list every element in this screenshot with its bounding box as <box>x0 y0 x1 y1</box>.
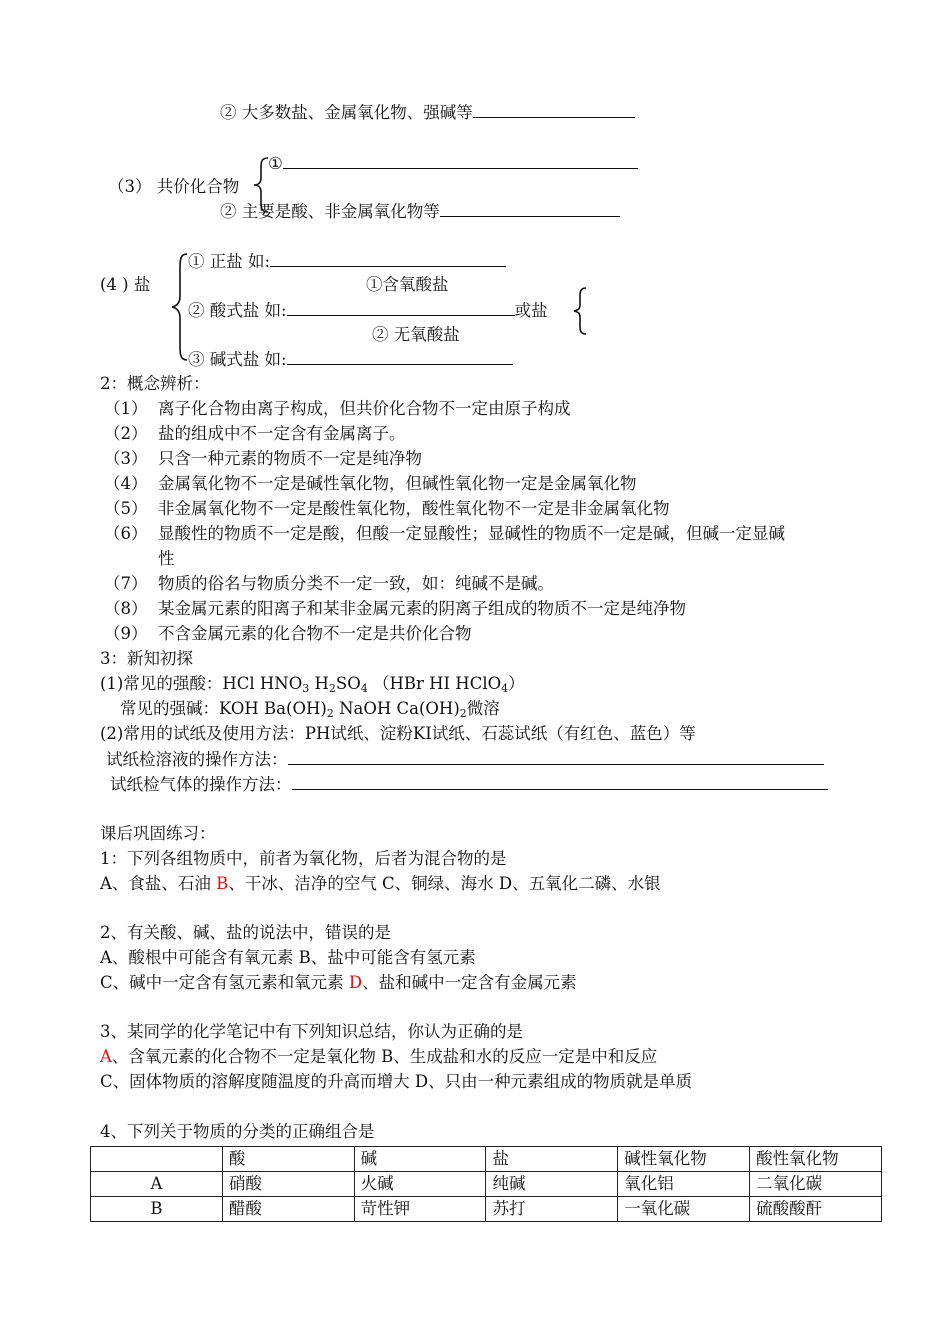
table-cell: 二氧化碳 <box>750 1172 882 1197</box>
answer-blank[interactable] <box>287 299 515 316</box>
list-item: （7） <box>104 574 148 593</box>
q3-options-1: A、含氧元素的化合物不一定是氧化物 B、生成盐和水的反应一定是中和反应 <box>100 1047 658 1066</box>
table-cell: 醋酸 <box>222 1197 354 1222</box>
table-row <box>91 1172 882 1197</box>
list-item-text: 显酸性的物质不一定是酸，但酸一定显酸性；显碱性的物质不一定是碱，但碱一定显碱 <box>158 524 785 543</box>
left-brace-icon <box>572 286 588 336</box>
answer-mark: A <box>100 1047 112 1066</box>
exercises-title: 课后巩固练习： <box>100 824 216 843</box>
q3-options-2: C、固体物质的溶解度随温度的升高而增大 D、只由一种元素组成的物质就是单质 <box>100 1072 693 1091</box>
list-item: （2） <box>104 424 148 443</box>
concept-title: 2：概念辨析： <box>100 374 210 393</box>
covalent-item-1: ① <box>268 152 638 175</box>
solution-method: 试纸检溶液的操作方法： <box>106 748 824 771</box>
covalent-item-2: ② 主要是酸、非金属氧化物等 <box>220 200 620 223</box>
table-row <box>91 1197 882 1222</box>
answer-blank[interactable] <box>292 773 828 790</box>
table-header: 盐 <box>486 1147 618 1172</box>
test-paper-line: (2)常用的试纸及使用方法：PH试纸、淀粉KI试纸、石蕊试纸（有红色、蓝色）等 <box>100 724 696 743</box>
table-cell: 硝酸 <box>222 1172 354 1197</box>
salt-item-2: ② 酸式盐 如: 或盐 <box>188 301 548 320</box>
table-cell: 氧化铝 <box>618 1172 750 1197</box>
answer-blank[interactable] <box>440 200 620 217</box>
q2-options-1: A、酸根中可能含有氧元素 B、盐中可能含有氢元素 <box>100 948 476 967</box>
list-item: （5） <box>104 499 148 518</box>
classification-table <box>90 1146 882 1222</box>
answer-blank[interactable] <box>288 748 824 765</box>
list-item: （6） <box>104 524 148 543</box>
salt-item-1: ① 正盐 如: <box>188 250 506 273</box>
table-cell: A <box>91 1172 223 1197</box>
table-cell: 苏打 <box>486 1197 618 1222</box>
table-cell: 纯碱 <box>486 1172 618 1197</box>
table-header: 碱 <box>354 1147 486 1172</box>
answer-blank[interactable] <box>287 348 513 365</box>
q1-stem: 1：下列各组物质中，前者为氧化物，后者为混合物的是 <box>100 849 507 868</box>
q2-options-2: C、碱中一定含有氢元素和氧元素 D、盐和碱中一定含有金属元素 <box>100 973 577 992</box>
new-knowledge-title: 3：新知初探 <box>100 649 193 668</box>
answer-blank[interactable] <box>270 250 506 267</box>
answer-mark: D <box>348 973 363 992</box>
table-header: 酸性氧化物 <box>750 1147 882 1172</box>
answer-blank[interactable] <box>283 152 638 169</box>
table-cell: 苛性钾 <box>354 1197 486 1222</box>
salt-sub-1: ①含氧酸盐 <box>366 275 449 294</box>
table-cell: 火碱 <box>354 1172 486 1197</box>
list-item-text: 盐的组成中不一定含有金属离子。 <box>158 424 406 443</box>
table-header <box>91 1147 223 1172</box>
table-header: 碱性氧化物 <box>618 1147 750 1172</box>
q1-options: A、食盐、石油 B、干冰、洁净的空气 C、铜绿、海水 D、五氧化二磷、水银 <box>100 874 661 893</box>
list-item-text: 不含金属元素的化合物不一定是共价化合物 <box>158 624 472 643</box>
list-item: （1） <box>104 399 148 418</box>
list-item-text: 物质的俗名与物质分类不一定一致，如：纯碱不是碱。 <box>158 574 554 593</box>
list-item-text: 只含一种元素的物质不一定是纯净物 <box>158 449 422 468</box>
left-brace-icon <box>170 252 190 362</box>
salt-label: (4 ) 盐 <box>100 275 151 294</box>
q4-stem: 4、下列关于物质的分类的正确组合是 <box>100 1122 375 1141</box>
list-item: （4） <box>104 474 148 493</box>
table-cell: 一氧化碳 <box>618 1197 750 1222</box>
strong-acids: (1)常见的强酸：HCl $HNO_3$ $H_2SO_4$ （HBr HI HClO$_4$） <box>100 674 525 695</box>
list-item: （8） <box>104 599 148 618</box>
list-item: （9） <box>104 624 148 643</box>
item-2-ionic: ② 大多数盐、金属氧化物、强碱等 <box>220 101 635 124</box>
list-item-text: 离子化合物由离子构成，但共价化合物不一定由原子构成 <box>158 399 571 418</box>
list-item-text: 某金属元素的阳离子和某非金属元素的阴离子组成的物质不一定是纯净物 <box>158 599 686 618</box>
list-item-text: 性 <box>158 549 175 568</box>
table-header: 酸 <box>222 1147 354 1172</box>
table-cell: 硫酸酸酐 <box>750 1197 882 1222</box>
list-item-text: 金属氧化物不一定是碱性氧化物，但碱性氧化物一定是金属氧化物 <box>158 474 637 493</box>
list-item: （3） <box>104 449 148 468</box>
answer-mark: B <box>216 874 229 893</box>
covalent-label: （3） 共价化合物 <box>108 177 240 196</box>
strong-bases: 常见的强碱：KOH $Ba(OH)_2$ NaOH $Ca(OH)_2$微溶 <box>120 699 500 720</box>
table-cell: B <box>91 1197 223 1222</box>
answer-blank[interactable] <box>473 101 635 118</box>
q3-stem: 3、某同学的化学笔记中有下列知识总结，你认为正确的是 <box>100 1022 523 1041</box>
list-item-text: 非金属氧化物不一定是酸性氧化物，酸性氧化物不一定是非金属氧化物 <box>158 499 670 518</box>
gas-method: 试纸检气体的操作方法： <box>110 773 828 796</box>
table-header-row <box>91 1147 882 1172</box>
q2-stem: 2、有关酸、碱、盐的说法中，错误的是 <box>100 923 391 942</box>
salt-item-3: ③ 碱式盐 如: <box>188 348 513 371</box>
salt-sub-2: ② 无氧酸盐 <box>372 325 460 344</box>
